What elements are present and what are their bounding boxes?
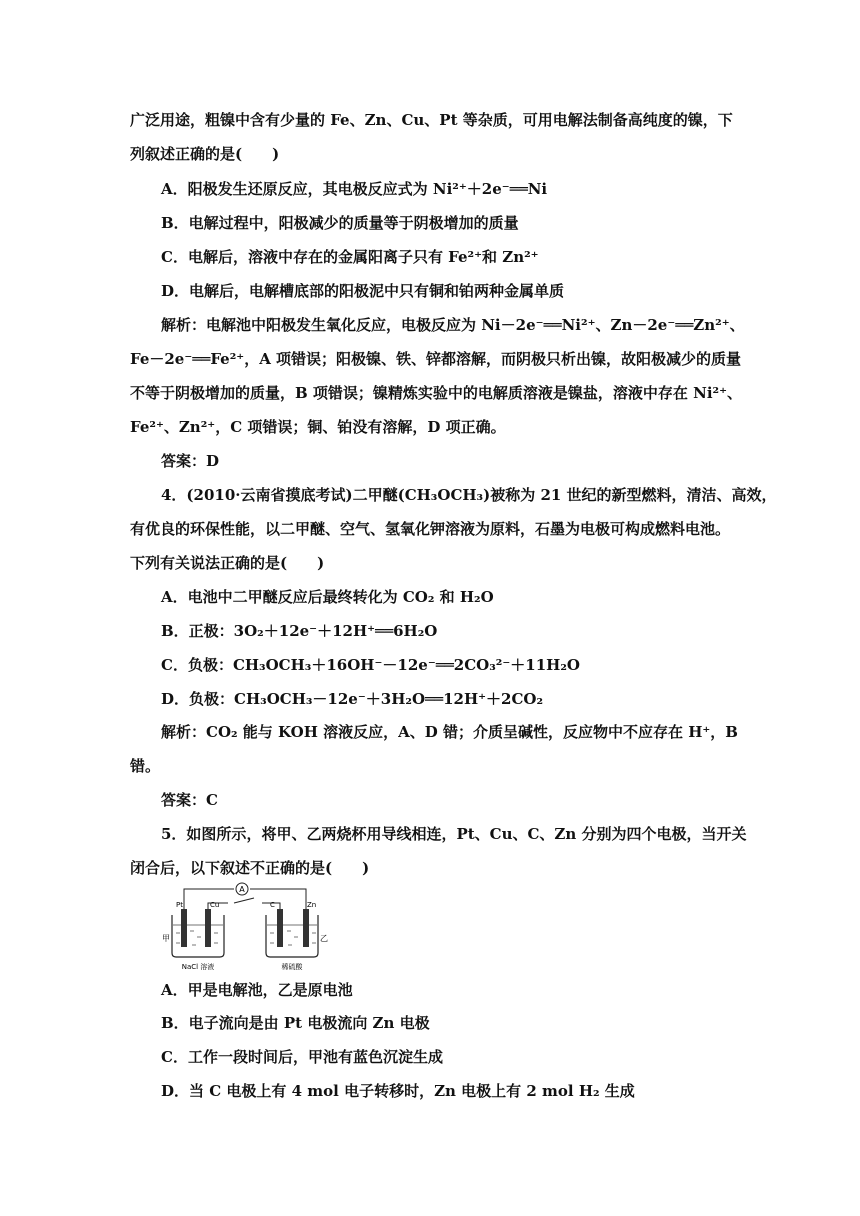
- answer-line: 答案：C: [161, 791, 218, 809]
- option-line: A．甲是电解池，乙是原电池: [161, 981, 353, 999]
- option-line: B．电解过程中，阳极减少的质量等于阴极增加的质量: [161, 214, 519, 232]
- left-solution-label: NaCl 溶液: [181, 963, 215, 971]
- zn-label: Zn: [307, 901, 317, 909]
- option-line: A．阳极发生还原反应，其电极反应式为 Ni²⁺＋2e⁻══Ni: [161, 180, 548, 198]
- zn-electrode: [303, 909, 309, 947]
- right-beaker: [266, 915, 318, 957]
- right-solution-label: 稀硫酸: [281, 963, 303, 971]
- c-label: C: [270, 901, 275, 909]
- option-line: C．工作一段时间后，甲池有蓝色沉淀生成: [161, 1048, 443, 1066]
- analysis-line: 解析：电解池中阳极发生氧化反应，电极反应为 Ni－2e⁻══Ni²⁺、Zn－2e⁻══Zn²⁺、: [161, 316, 745, 334]
- analysis-line: Fe－2e⁻══Fe²⁺，A 项错误；阳极镍、铁、锌都溶解，而阴极只析出镍，故阳极减少的质量: [130, 350, 742, 368]
- option-line: C．负极：CH₃OCH₃＋16OH⁻－12e⁻══2CO₃²⁻＋11H₂O: [161, 656, 580, 674]
- option-line: B．电子流向是由 Pt 电极流向 Zn 电极: [161, 1014, 430, 1032]
- cu-electrode: [205, 909, 211, 947]
- text-line: 列叙述正确的是( ): [130, 145, 280, 163]
- analysis-line: 不等于阴极增加的质量，B 项错误；镍精炼实验中的电解质溶液是镍盐，溶液中存在 Ni²⁺、: [130, 384, 743, 402]
- option-line: D．电解后，电解槽底部的阳极泥中只有铜和铂两种金属单质: [161, 282, 565, 300]
- question-line: 闭合后，以下叙述不正确的是( ): [130, 859, 370, 877]
- c-electrode: [277, 909, 283, 947]
- option-line: C．电解后，溶液中存在的金属阳离子只有 Fe²⁺和 Zn²⁺: [161, 248, 539, 266]
- answer-line: 答案：D: [161, 452, 220, 470]
- option-line: D．负极：CH₃OCH₃－12e⁻＋3H₂O══12H⁺＋2CO₂: [161, 690, 544, 708]
- cu-label: Cu: [210, 901, 220, 909]
- pt-electrode: [181, 909, 187, 947]
- electrochemistry-diagram: [162, 881, 330, 973]
- pt-label: Pt: [176, 901, 183, 909]
- question-line: 有优良的环保性能，以二甲醚、空气、氢氧化钾溶液为原料，石墨为电极可构成燃料电池。: [130, 520, 731, 538]
- option-line: A．电池中二甲醚反应后最终转化为 CO₂ 和 H₂O: [161, 588, 494, 606]
- right-beaker-label: 乙: [320, 934, 328, 943]
- text-line: 广泛用途，粗镍中含有少量的 Fe、Zn、Cu、Pt 等杂质，可用电解法制备高纯度的镍，下: [130, 111, 733, 129]
- left-beaker: [172, 915, 224, 957]
- left-beaker-label: 甲: [162, 934, 170, 943]
- analysis-line: Fe²⁺、Zn²⁺，C 项错误；铜、铂没有溶解，D 项正确。: [130, 418, 506, 436]
- question-line: 5．如图所示，将甲、乙两烧杯用导线相连，Pt、Cu、C、Zn 分别为四个电极，当开关: [161, 825, 747, 843]
- analysis-line: 错。: [130, 757, 161, 775]
- ammeter-label: A: [239, 885, 245, 894]
- question-line: 4．(2010·云南省摸底考试)二甲醚(CH₃OCH₃)被称为 21 世纪的新型燃料，清洁、高效，: [161, 486, 777, 504]
- option-line: B．正极：3O₂＋12e⁻＋12H⁺══6H₂O: [161, 622, 438, 640]
- analysis-line: 解析：CO₂ 能与 KOH 溶液反应，A、D 错；介质呈碱性，反应物中不应存在 H⁺，B: [161, 723, 738, 741]
- question-line: 下列有关说法正确的是( ): [130, 554, 325, 572]
- option-line: D．当 C 电极上有 4 mol 电子转移时，Zn 电极上有 2 mol H₂ 生成: [161, 1082, 635, 1100]
